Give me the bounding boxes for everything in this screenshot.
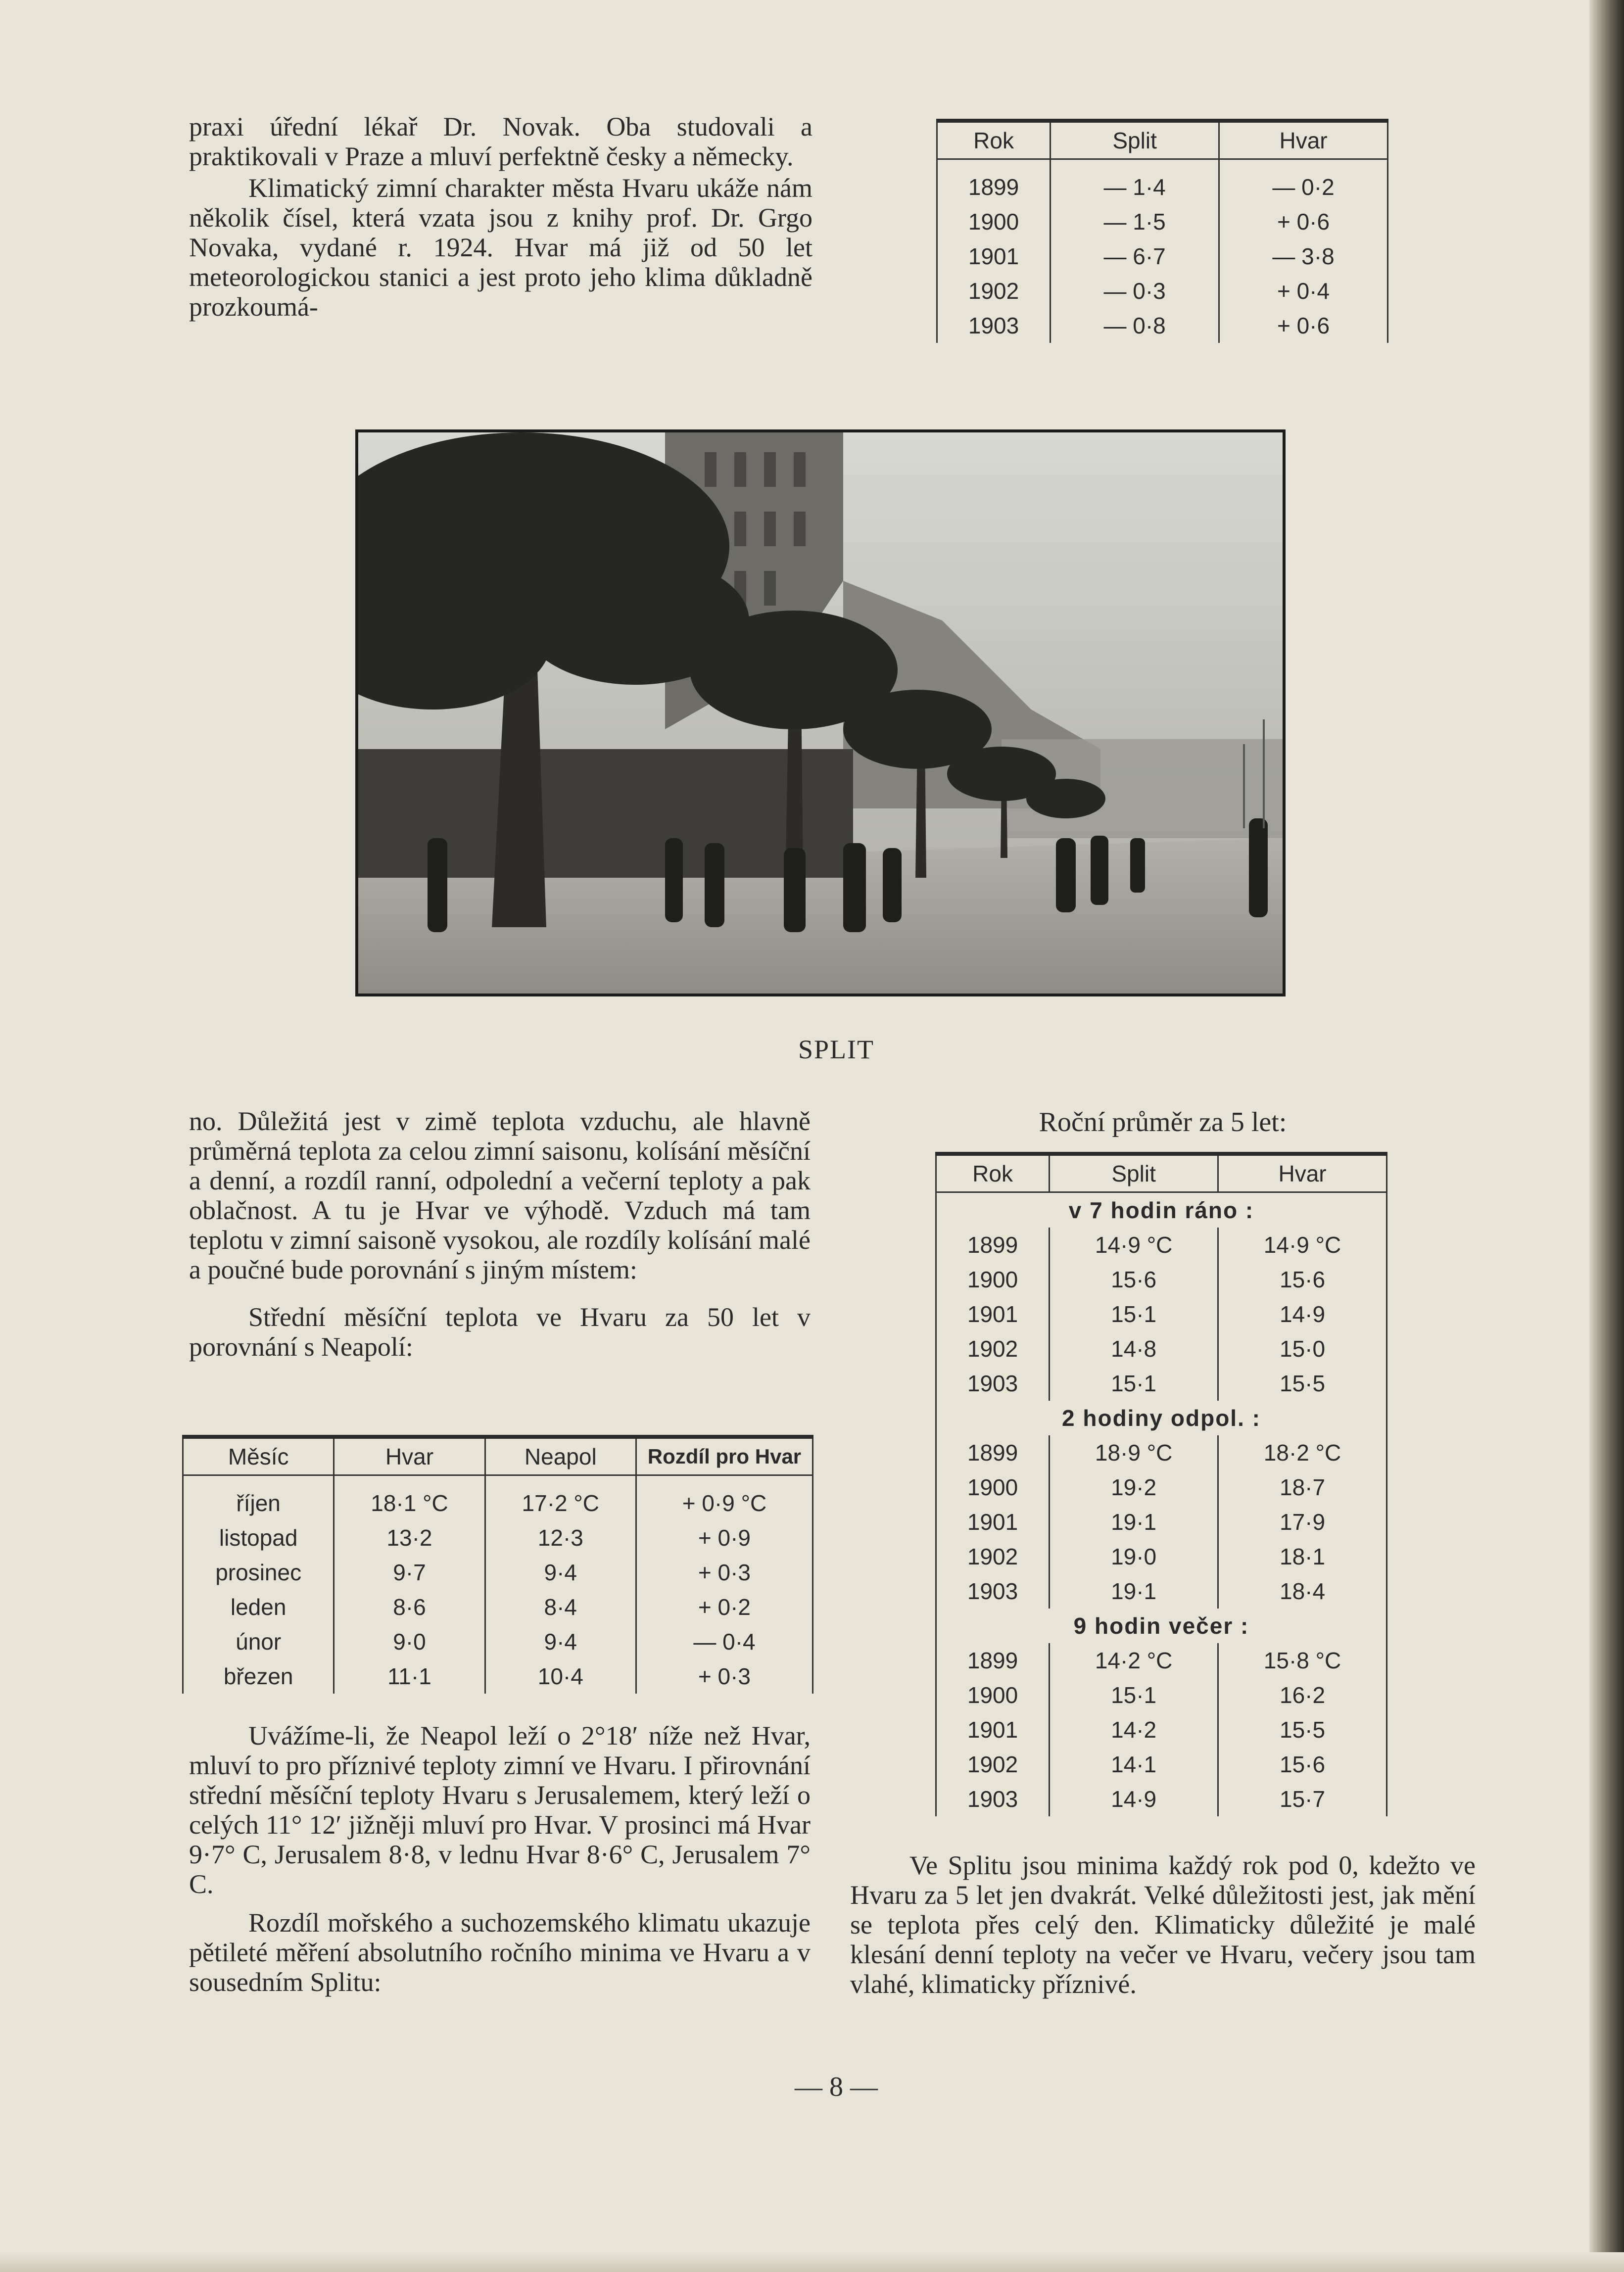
monthly-col-difference: Rozdíl pro Hvar <box>636 1437 812 1475</box>
page-edge-shadow <box>1589 0 1624 2272</box>
table-row <box>936 1505 1387 1539</box>
left-column <box>189 1106 811 1362</box>
minima-table <box>936 119 1388 343</box>
monthly-neapol-value: 17·2 °C <box>485 1486 636 1520</box>
left-column-continued <box>189 1721 811 1997</box>
monthly-hvar-value: 9·7 <box>334 1555 485 1590</box>
annual-split-value: 19·1 <box>1050 1505 1218 1539</box>
annual-hvar-value: 18·7 <box>1218 1470 1387 1505</box>
annual-header-row <box>936 1154 1387 1192</box>
minima-hvar-value: + 0·6 <box>1219 204 1388 239</box>
annual-year: 1901 <box>936 1712 1050 1747</box>
annual-hvar-value: 14·9 <box>1218 1297 1387 1331</box>
annual-split-value: 14·2 <box>1050 1712 1218 1747</box>
annual-year: 1900 <box>936 1262 1050 1297</box>
minima-table-block <box>936 119 1388 343</box>
left-paragraph-3: Uvážíme-li, že Neapol leží o 2°18′ níže než Hvar, mluví to pro příznivé teploty zimní ve Hvaru. I přirovnání střední měsíční teploty Hvaru s Jerusalemem, který leží o celých 11° 12′ jižněji mluví pro Hvar. V prosinci má Hvar 9·7° C, Jerusalem 8·8, v lednu Hvar 8·6° C, Jerusalem 7° C. <box>189 1721 811 1899</box>
monthly-difference-value: + 0·2 <box>636 1590 812 1624</box>
monthly-table-block <box>182 1435 813 1694</box>
annual-group-morning-label: v 7 hodin ráno : <box>936 1192 1387 1228</box>
minima-col-split: Split <box>1051 121 1219 159</box>
annual-hvar-value: 15·5 <box>1218 1366 1387 1401</box>
monthly-col-neapol: Neapol <box>485 1437 636 1475</box>
monthly-neapol-value: 9·4 <box>485 1555 636 1590</box>
minima-year: 1902 <box>937 274 1051 308</box>
annual-year: 1901 <box>936 1505 1050 1539</box>
annual-split-value: 14·2 °C <box>1050 1643 1218 1678</box>
monthly-month: únor <box>183 1624 334 1659</box>
minima-hvar-value: + 0·4 <box>1219 274 1388 308</box>
annual-hvar-value: 14·9 °C <box>1218 1228 1387 1262</box>
monthly-table <box>182 1435 813 1694</box>
annual-year: 1899 <box>936 1435 1050 1470</box>
table-row <box>936 1678 1387 1712</box>
annual-heading: Roční průměr za 5 let: <box>1039 1107 1287 1137</box>
monthly-difference-value: + 0·9 <box>636 1520 812 1555</box>
monthly-difference-value: + 0·3 <box>636 1659 812 1694</box>
annual-split-value: 19·1 <box>1050 1574 1218 1609</box>
table-row <box>936 1782 1387 1816</box>
photo-image <box>358 432 1283 994</box>
annual-hvar-value: 18·2 °C <box>1218 1435 1387 1470</box>
table-row <box>937 204 1388 239</box>
minima-header-row <box>937 121 1388 159</box>
table-row <box>936 1297 1387 1331</box>
annual-hvar-value: 18·1 <box>1218 1539 1387 1574</box>
annual-hvar-value: 16·2 <box>1218 1678 1387 1712</box>
table-row <box>183 1590 813 1624</box>
monthly-neapol-value: 12·3 <box>485 1520 636 1555</box>
annual-group-evening-label: 9 hodin večer : <box>936 1609 1387 1643</box>
annual-year: 1900 <box>936 1678 1050 1712</box>
left-paragraph-1: no. Důležitá jest v zimě teplota vzduchu, ale hlavně průměrná teplota za celou zimní saisonu, kolísání měsíční a denní, a rozdíl ranní, odpolední a večerní teploty a pak oblačnost. A tu je Hvar ve výhodě. Vzduch má tam teplotu v zimní saisoně vysokou, ale rozdíly kolísání malé a poučné bude porovnání s jiným místem: <box>189 1106 811 1284</box>
minima-split-value: — 0·3 <box>1051 274 1219 308</box>
annual-split-value: 15·1 <box>1050 1678 1218 1712</box>
minima-split-value: — 1·4 <box>1051 170 1219 204</box>
annual-col-rok: Rok <box>936 1154 1050 1192</box>
annual-split-value: 18·9 °C <box>1050 1435 1218 1470</box>
monthly-neapol-value: 8·4 <box>485 1590 636 1624</box>
table-row <box>183 1555 813 1590</box>
annual-group-afternoon-label: 2 hodiny odpol. : <box>936 1401 1387 1435</box>
annual-col-hvar: Hvar <box>1218 1154 1387 1192</box>
annual-year: 1902 <box>936 1539 1050 1574</box>
right-paragraph-1: Ve Splitu jsou minima každý rok pod 0, kdežto ve Hvaru za 5 let jen dvakrát. Velké důležitosti jest, jak mění se teplota přes celý den. Klimaticky důležité je malé klesání denní teploty na večer ve Hvaru, večery jsou tam vlahé, klimaticky příznivé. <box>850 1850 1476 1999</box>
monthly-hvar-value: 18·1 °C <box>334 1486 485 1520</box>
table-row <box>936 1643 1387 1678</box>
table-row <box>937 170 1388 204</box>
monthly-month: listopad <box>183 1520 334 1555</box>
annual-year: 1899 <box>936 1643 1050 1678</box>
annual-group-label-row <box>936 1401 1387 1435</box>
annual-year: 1901 <box>936 1297 1050 1331</box>
photo-split-promenade <box>355 429 1286 996</box>
annual-hvar-value: 15·0 <box>1218 1331 1387 1366</box>
annual-split-value: 15·6 <box>1050 1262 1218 1297</box>
annual-hvar-value: 17·9 <box>1218 1505 1387 1539</box>
monthly-col-hvar: Hvar <box>334 1437 485 1475</box>
annual-table-block <box>935 1152 1387 1816</box>
monthly-month: prosinec <box>183 1555 334 1590</box>
monthly-neapol-value: 10·4 <box>485 1659 636 1694</box>
monthly-hvar-value: 9·0 <box>334 1624 485 1659</box>
monthly-neapol-value: 9·4 <box>485 1624 636 1659</box>
annual-year: 1902 <box>936 1747 1050 1782</box>
annual-year: 1903 <box>936 1574 1050 1609</box>
minima-year: 1900 <box>937 204 1051 239</box>
annual-year: 1899 <box>936 1228 1050 1262</box>
minima-split-value: — 0·8 <box>1051 308 1219 343</box>
table-row <box>936 1262 1387 1297</box>
annual-split-value: 15·1 <box>1050 1366 1218 1401</box>
annual-hvar-value: 15·7 <box>1218 1782 1387 1816</box>
photo-caption: SPLIT <box>798 1035 875 1064</box>
table-row <box>936 1539 1387 1574</box>
annual-hvar-value: 15·8 °C <box>1218 1643 1387 1678</box>
table-row <box>936 1366 1387 1401</box>
annual-year: 1902 <box>936 1331 1050 1366</box>
left-paragraph-4: Rozdíl mořského a suchozemského klimatu ukazuje pětileté měření absolutního ročního minima ve Hvaru a v sousedním Splitu: <box>189 1908 811 1997</box>
annual-hvar-value: 15·6 <box>1218 1262 1387 1297</box>
monthly-difference-value: + 0·3 <box>636 1555 812 1590</box>
table-row <box>183 1486 813 1520</box>
minima-year: 1901 <box>937 239 1051 274</box>
right-column-text <box>850 1850 1476 1999</box>
annual-group-label-row <box>936 1192 1387 1228</box>
monthly-hvar-value: 11·1 <box>334 1659 485 1694</box>
annual-split-value: 15·1 <box>1050 1297 1218 1331</box>
minima-col-rok: Rok <box>937 121 1051 159</box>
annual-hvar-value: 15·6 <box>1218 1747 1387 1782</box>
minima-hvar-value: + 0·6 <box>1219 308 1388 343</box>
annual-year: 1900 <box>936 1470 1050 1505</box>
table-row <box>937 274 1388 308</box>
monthly-hvar-value: 13·2 <box>334 1520 485 1555</box>
annual-split-value: 14·8 <box>1050 1331 1218 1366</box>
annual-col-split: Split <box>1050 1154 1218 1192</box>
annual-table <box>935 1152 1387 1816</box>
monthly-hvar-value: 8·6 <box>334 1590 485 1624</box>
annual-hvar-value: 15·5 <box>1218 1712 1387 1747</box>
page-bottom-edge <box>0 2252 1624 2272</box>
minima-col-hvar: Hvar <box>1219 121 1388 159</box>
table-row <box>183 1624 813 1659</box>
monthly-header-row <box>183 1437 813 1475</box>
table-row <box>936 1331 1387 1366</box>
minima-hvar-value: — 0·2 <box>1219 170 1388 204</box>
minima-year: 1903 <box>937 308 1051 343</box>
annual-split-value: 19·2 <box>1050 1470 1218 1505</box>
minima-spacer-row <box>937 159 1388 170</box>
annual-year: 1903 <box>936 1366 1050 1401</box>
monthly-month: říjen <box>183 1486 334 1520</box>
intro-paragraph-2: Klimatický zimní charakter města Hvaru ukáže nám několik čísel, která vzata jsou z knihy prof. Dr. Grgo Novaka, vydané r. 1924. Hvar má již od 50 let meteorologickou stanici a jest proto jeho klima důkladně prozkoumá- <box>189 173 812 322</box>
minima-split-value: — 1·5 <box>1051 204 1219 239</box>
annual-hvar-value: 18·4 <box>1218 1574 1387 1609</box>
table-row <box>936 1712 1387 1747</box>
table-row <box>936 1470 1387 1505</box>
table-row <box>936 1228 1387 1262</box>
monthly-difference-value: — 0·4 <box>636 1624 812 1659</box>
table-row <box>183 1659 813 1694</box>
minima-hvar-value: — 3·8 <box>1219 239 1388 274</box>
annual-split-value: 19·0 <box>1050 1539 1218 1574</box>
monthly-spacer-row <box>183 1475 813 1486</box>
table-row <box>937 308 1388 343</box>
minima-year: 1899 <box>937 170 1051 204</box>
intro-paragraph-1: praxi úřední lékař Dr. Novak. Oba studovali a praktikovali v Praze a mluví perfektně česky a německy. <box>189 112 812 171</box>
monthly-month: leden <box>183 1590 334 1624</box>
table-row <box>936 1574 1387 1609</box>
table-row <box>936 1435 1387 1470</box>
monthly-difference-value: + 0·9 °C <box>636 1486 812 1520</box>
left-paragraph-2: Střední měsíční teplota ve Hvaru za 50 let v porovnání s Neapolí: <box>189 1302 811 1362</box>
table-row <box>937 239 1388 274</box>
annual-split-value: 14·9 <box>1050 1782 1218 1816</box>
intro-text <box>189 112 812 322</box>
annual-split-value: 14·1 <box>1050 1747 1218 1782</box>
table-row <box>936 1747 1387 1782</box>
annual-split-value: 14·9 °C <box>1050 1228 1218 1262</box>
table-row <box>183 1520 813 1555</box>
annual-group-label-row <box>936 1609 1387 1643</box>
monthly-month: březen <box>183 1659 334 1694</box>
page-number: — 8 — <box>795 2072 878 2102</box>
annual-year: 1903 <box>936 1782 1050 1816</box>
monthly-col-month: Měsíc <box>183 1437 334 1475</box>
minima-split-value: — 6·7 <box>1051 239 1219 274</box>
